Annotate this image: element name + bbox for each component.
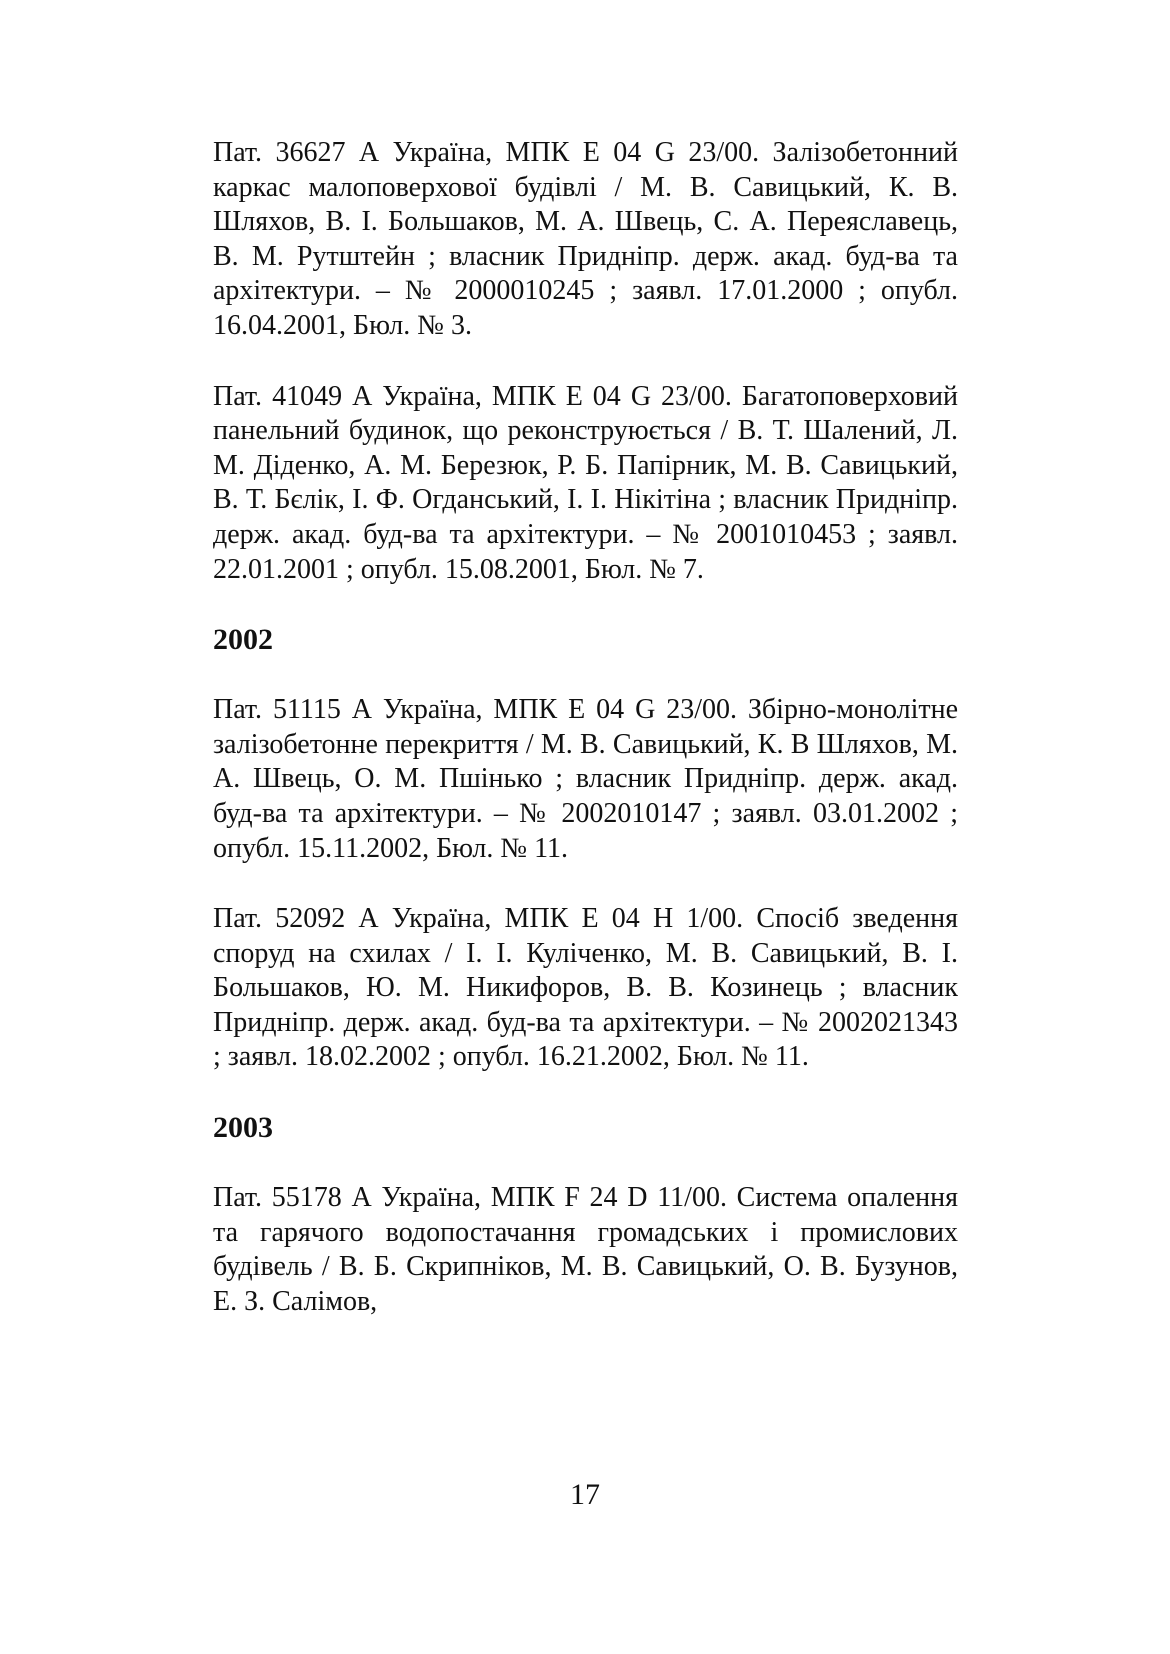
bibliography-entry: Пат. 52092 А Україна, МПК Е 04 Н 1/00. Спосіб зведення споруд на схилах / І. І. Кулiченко, М. В. Савицький, В. І. Большаков, Ю. М. Никифоров, В. В. Козинець ; власник Придніпр. держ. акад. буд-ва та архітектури. – № 2002021343 ; заявл. 18.02.2002 ; опубл. 16.21.2002, Бюл. № 11. bbox=[213, 903, 958, 1073]
bibliography-entry: Пат. 36627 А Україна, МПК Е 04 G 23/00. Залізобетонний каркас малоповерхової будівлі / М. В. Савицький, К. В. Шляхов, В. І. Большаков, М. А. Швець, С. А. Переяславець, В. М. Рутштейн ; власник Придніпр. держ. акад. буд-ва та архітектури. – № 2000010245 ; заявл. 17.01.2000 ; опубл. 16.04.2001, Бюл. № 3. bbox=[213, 137, 958, 341]
bibliography-entry: Пат. 51115 А Україна, МПК Е 04 G 23/00. Збірно-монолітне залізобетонне перекриття / М. В. Савицький, К. В Шляхов, М. А. Швець, О. М. Пшінько ; власник Придніпр. держ. акад. буд-ва та архітектури. – № 2002010147 ; заявл. 03.01.2002 ; опубл. 15.11.2002, Бюл. № 11. bbox=[213, 694, 958, 864]
bibliography-entry: Пат. 55178 А Україна, МПК F 24 D 11/00. Система опалення та гарячого водопостачання громадських і промислових будівель / В. Б. Скрипніков, М. В. Савицький, О. В. Бузунов, Е. З. Салімов, bbox=[213, 1182, 958, 1317]
page-number: 17 bbox=[570, 1478, 600, 1511]
year-heading: 2003 bbox=[213, 1111, 273, 1145]
bibliography-entry: Пат. 41049 А Україна, МПК Е 04 G 23/00. Багатоповерховий панельний будинок, що реконструюється / В. Т. Шалений, Л. М. Діденко, А. М. Березюк, Р. Б. Папірник, М. В. Савицький, В. Т. Бєлік, І. Ф. Огданський, І. І. Нікітіна ; власник Придніпр. держ. акад. буд-ва та архітектури. – № 2001010453 ; заявл. 22.01.2001 ; опубл. 15.08.2001, Бюл. № 7. bbox=[213, 380, 958, 585]
page-content bbox=[213, 136, 958, 1355]
year-heading: 2002 bbox=[213, 623, 273, 657]
